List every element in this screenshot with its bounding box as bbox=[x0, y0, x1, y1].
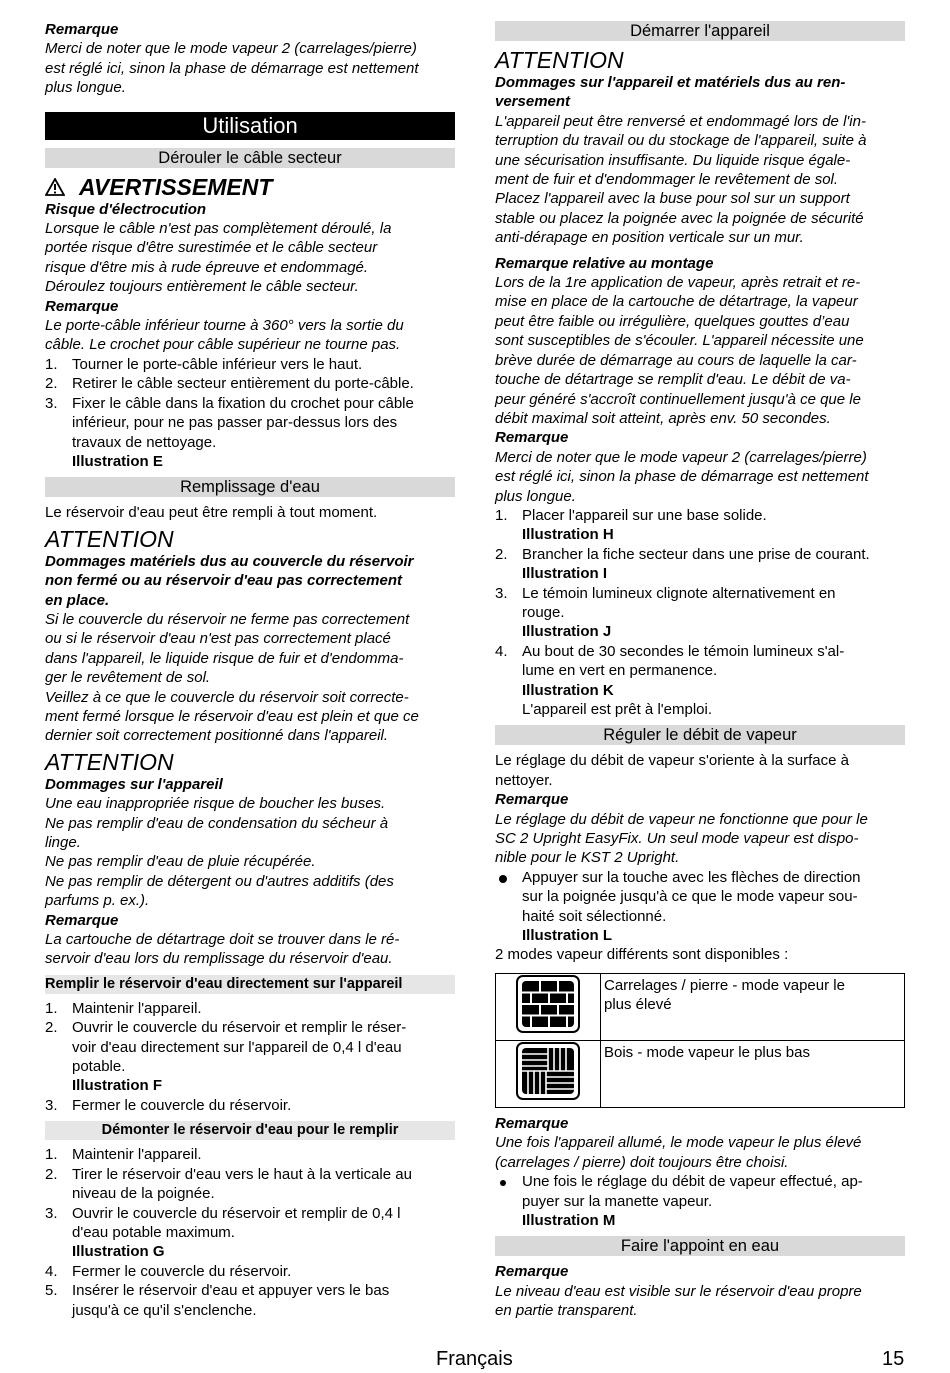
subsection-heading-fill-direct: Remplir le réservoir d'eau directement sur l'appareil bbox=[45, 975, 455, 994]
remark-text: Merci de noter que le mode vapeur 2 (carrelages/pierre) est réglé ici, sinon la phase de démarrage est nettement plus longue. bbox=[45, 40, 419, 97]
bullet-item: Une fois le réglage du débit de vapeur effectué, ap- puyer sur la manette vapeur. Illustration M bbox=[495, 1172, 905, 1230]
table-row bbox=[496, 973, 905, 1040]
attention-text: Une eau inappropriée risque de boucher les buses. Ne pas remplir d'eau de condensation du sécheur à linge. Ne pas remplir d'eau de pluie récupérée. Ne pas remplir de détergent ou d'autres additifs (des parfums p. ex.). bbox=[45, 795, 394, 910]
table-cell-icon bbox=[496, 973, 601, 1040]
bullet-icon bbox=[500, 1180, 506, 1186]
water-intro: Le réservoir d'eau peut être rempli à tout moment. bbox=[45, 504, 378, 522]
attention-heading: ATTENTION bbox=[45, 748, 174, 775]
section-heading-water: Remplissage d'eau bbox=[45, 477, 455, 497]
section-heading-steam: Réguler le débit de vapeur bbox=[495, 725, 905, 745]
remark-text: Le niveau d'eau est visible sur le réservoir d'eau propre en partie transparent. bbox=[495, 1282, 862, 1320]
list-item: 1. Tourner le porte-câble inférieur vers le haut. bbox=[45, 355, 363, 373]
bullet-item: Appuyer sur la touche avec les flèches de direction sur la poignée jusqu'à ce que le mode vapeur sou- haité soit sélectionné. Illustration L bbox=[495, 868, 905, 946]
subsection-heading-remove-tank: Démonter le réservoir d'eau pour le remplir bbox=[45, 1121, 455, 1140]
remove-tank-steps-list bbox=[45, 1145, 455, 1320]
steam-modes-table bbox=[495, 973, 905, 1108]
remark-title: Remarque bbox=[495, 429, 569, 447]
table-cell-text: Bois - mode vapeur le plus bas bbox=[601, 1040, 905, 1107]
table-cell-text: Carrelages / pierre - mode vapeur le plus élevé bbox=[601, 973, 905, 1040]
section-heading-start: Démarrer l'appareil bbox=[495, 21, 905, 41]
page-number: 15 bbox=[882, 1348, 905, 1370]
remark-title: Remarque bbox=[45, 297, 119, 315]
list-item: 2. Tirer le réservoir d'eau vers le haut à la verticale au niveau de la poignée. bbox=[45, 1165, 412, 1203]
illustration-ref: Illustration J bbox=[522, 623, 612, 641]
illustration-ref: Illustration M bbox=[522, 1211, 616, 1229]
remark-text: Merci de noter que le mode vapeur 2 (carrelages/pierre) est réglé ici, sinon la phase de démarrage est nettement plus longue. bbox=[495, 448, 869, 505]
wood-icon bbox=[516, 1042, 580, 1100]
list-item: 3. Ouvrir le couvercle du réservoir et remplir de 0,4 l d'eau potable maximum. Illustration G bbox=[45, 1204, 455, 1262]
list-item: 3. Le témoin lumineux clignote alternativement en rouge. Illustration J bbox=[495, 584, 905, 642]
warning-heading: AVERTISSEMENT bbox=[45, 174, 455, 200]
chapter-banner: Utilisation bbox=[45, 112, 455, 140]
remark-title: Remarque bbox=[495, 791, 569, 809]
illustration-ref: Illustration E bbox=[72, 452, 163, 470]
attention-heading: ATTENTION bbox=[45, 525, 174, 552]
attention-subtitle: Dommages sur l'appareil et matériels dus au ren- versement bbox=[495, 74, 846, 111]
attention-subtitle: Dommages matériels dus au couvercle du réservoir non fermé ou au réservoir d'eau pas correctement en place. bbox=[45, 552, 414, 609]
left-column bbox=[45, 20, 455, 1320]
list-item: 2. Retirer le câble secteur entièrement du porte-câble. bbox=[45, 375, 414, 393]
remark-text: Le porte-câble inférieur tourne à 360° vers la sortie du câble. Le crochet pour câble supérieur ne tourne pas. bbox=[45, 317, 404, 354]
remark-title: Remarque bbox=[45, 911, 119, 929]
warning-triangle-icon bbox=[45, 178, 65, 196]
list-item: 4. Fermer le couvercle du réservoir. bbox=[45, 1262, 292, 1280]
section-heading-refill: Faire l'appoint en eau bbox=[495, 1236, 905, 1256]
remark-title: Remarque bbox=[495, 1114, 569, 1132]
list-item: 4. Au bout de 30 secondes le témoin lumineux s'al- lume en vert en permanence. Illustration K L'appareil est prêt à l'emploi. bbox=[495, 642, 905, 720]
illustration-ref: Illustration K bbox=[522, 681, 614, 699]
table-cell-icon bbox=[496, 1040, 601, 1107]
illustration-ref: Illustration L bbox=[522, 927, 612, 945]
remark-text: Une fois l'appareil allumé, le mode vapeur le plus élevé (carrelages / pierre) doit toujours être choisi. bbox=[495, 1134, 862, 1171]
remark-title: Remarque bbox=[495, 1263, 569, 1281]
cable-steps-list bbox=[45, 355, 455, 471]
start-steps-list bbox=[495, 506, 905, 719]
list-item: 3. Fermer le couvercle du réservoir. bbox=[45, 1096, 292, 1114]
list-item: 1. Maintenir l'appareil. bbox=[45, 999, 202, 1017]
list-item: 2. Brancher la fiche secteur dans une prise de courant. Illustration I bbox=[495, 545, 905, 584]
attention-text: L'appareil peut être renversé et endommagé lors de l'in- terruption du travail ou du stockage de l'appareil, suite à une sécurisation insuffisante. Du liquide risque égale- ment de fuir et d'endommager le revêtement de sol. Placez l'appareil avec la buse pour sol sur un support stable ou placez la poignée avec la poignée de sécurité anti-dérapage en position verticale sur un mur. bbox=[495, 112, 867, 247]
remark-title: Remarque bbox=[45, 21, 119, 38]
footer-language: Français bbox=[436, 1348, 513, 1370]
attention-heading: ATTENTION bbox=[495, 47, 624, 73]
list-item: 2. Ouvrir le couvercle du réservoir et remplir le réser- voir d'eau directement sur l'appareil de 0,4 l d'eau potable. Illustration F bbox=[45, 1018, 455, 1096]
list-item: 3. Fixer le câble dans la fixation du crochet pour câble inférieur, pour ne pas passer par-dessus lors des travaux de nettoyage. Illustration E bbox=[45, 394, 455, 472]
mounting-remark-title: Remarque relative au montage bbox=[495, 254, 714, 272]
list-item: 1. Placer l'appareil sur une base solide. Illustration H bbox=[495, 506, 905, 545]
tile-stone-icon bbox=[516, 975, 580, 1033]
right-column bbox=[495, 20, 905, 1321]
illustration-ref: Illustration F bbox=[72, 1077, 162, 1095]
illustration-ref: Illustration H bbox=[522, 526, 614, 544]
mounting-remark-text: Lors de la 1re application de vapeur, après retrait et re- mise en place de la cartouche de détartrage, la vapeur peut être faible ou irrégulière, quelques gouttes d’eau sont susceptibles de s'écouler. L'appareil nécessite une brève durée de démarrage au cours de laquelle la car- touche de détartrage se remplit d'eau. Le débit de va- peur généré s'accroît continuellement jusqu'à ce que le débit maximal soit atteint, après env. 50 secondes. bbox=[495, 274, 864, 427]
remark-text: Le réglage du débit de vapeur ne fonctionne que pour le SC 2 Upright EasyFix. Un seul mode vapeur est dispo- nible pour le KST 2 Upright. bbox=[495, 810, 868, 867]
illustration-ref: Illustration I bbox=[522, 565, 608, 583]
modes-intro: 2 modes vapeur différents sont disponibles : bbox=[495, 946, 789, 964]
bullet-icon bbox=[499, 875, 507, 883]
illustration-ref: Illustration G bbox=[72, 1243, 165, 1261]
attention-text: Si le couvercle du réservoir ne ferme pas correctement ou si le réservoir d'eau n'est pas correctement placé dans l'appareil, le liquide risque de fuir et d'endomma- ger le revêtement de sol. Veillez à ce que le couvercle du réservoir soit correcte- ment fermé lorsque le réservoir d'eau est plein et que ce dernier soit correctement positionné dans l'appareil. bbox=[45, 610, 419, 745]
table-row bbox=[496, 1040, 905, 1107]
warning-text: Lorsque le câble n'est pas complètement déroulé, la portée risque d'être surestimée et le câble secteur risque d'être mis à rude épreuve et endommagé. Déroulez toujours entièrement le câble secteur. bbox=[45, 220, 392, 296]
steam-intro: Le réglage du débit de vapeur s'oriente à la surface à nettoyer. bbox=[495, 752, 849, 789]
remark-text: La cartouche de détartrage doit se trouver dans le ré- servoir d'eau lors du remplissage du réservoir d'eau. bbox=[45, 931, 400, 968]
list-item: 1. Maintenir l'appareil. bbox=[45, 1146, 202, 1164]
section-heading-cable: Dérouler le câble secteur bbox=[45, 148, 455, 168]
warning-subtitle: Risque d'électrocution bbox=[45, 200, 207, 218]
list-item: 5. Insérer le réservoir d'eau et appuyer vers le bas jusqu'à ce qu'il s'enclenche. bbox=[45, 1282, 390, 1319]
fill-direct-steps-list bbox=[45, 999, 455, 1115]
attention-subtitle: Dommages sur l'appareil bbox=[45, 775, 223, 793]
